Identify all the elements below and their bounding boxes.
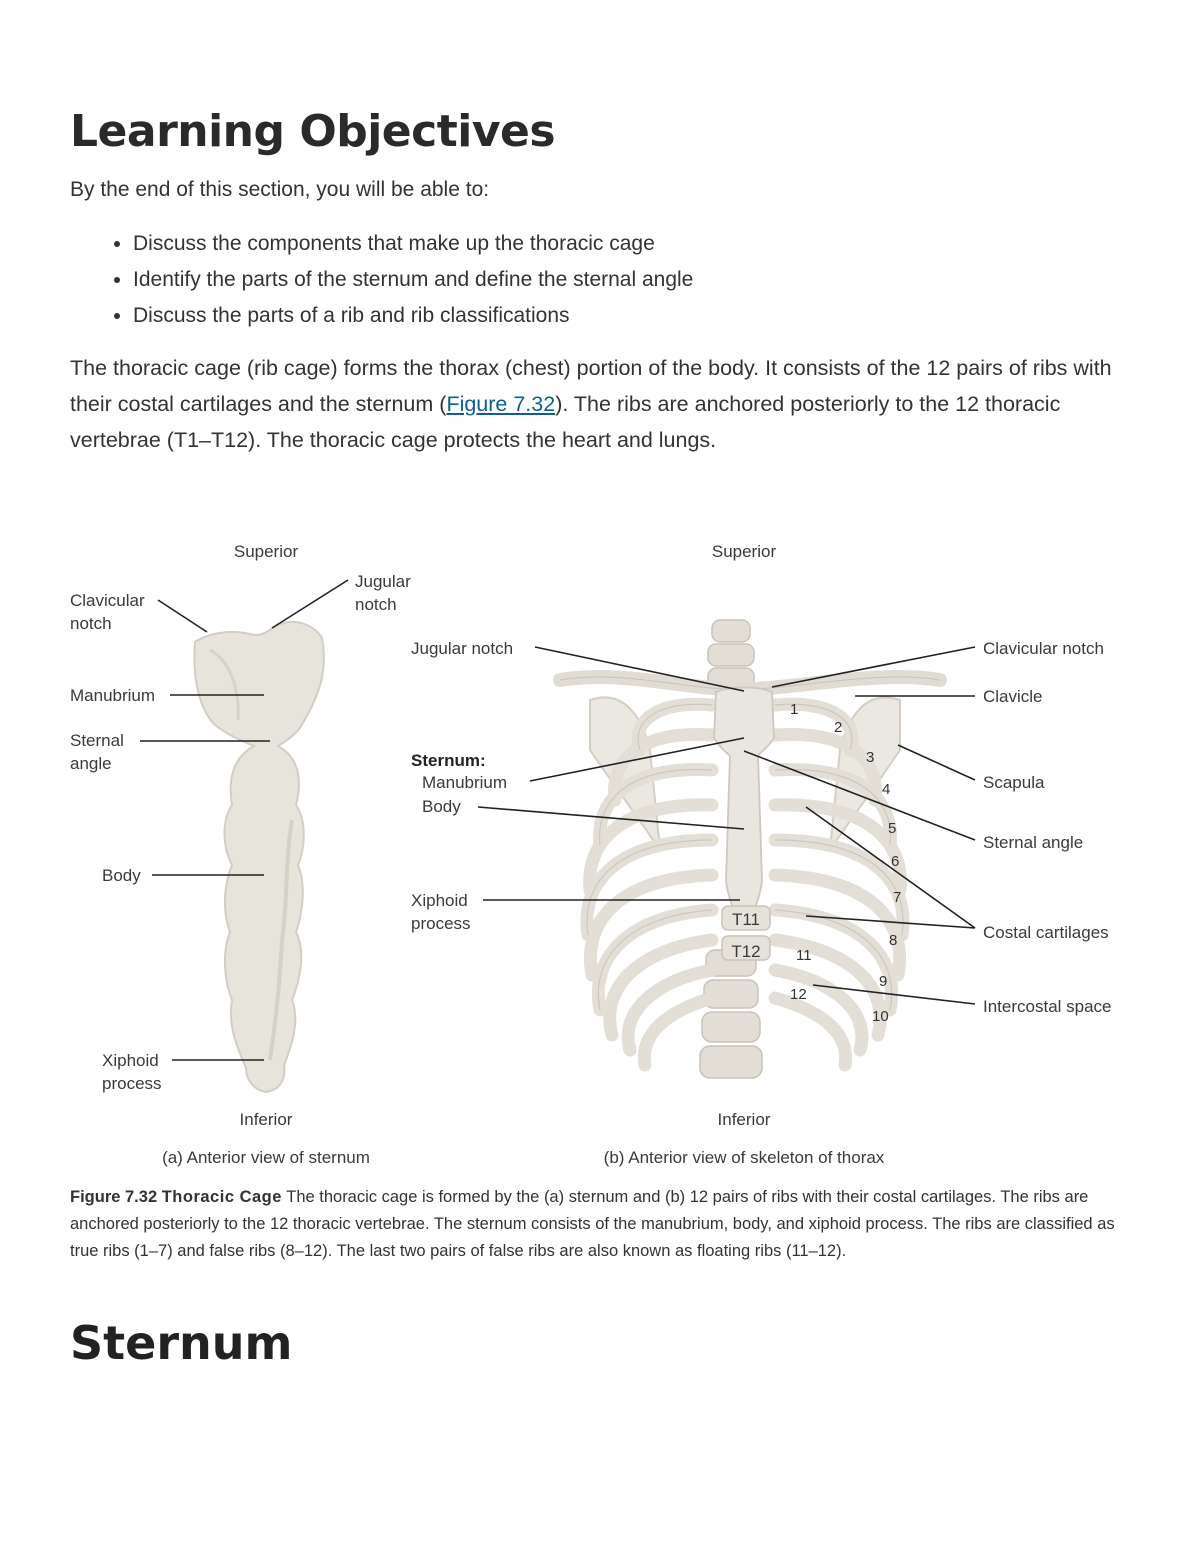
rib-number: 11: [796, 947, 812, 964]
list-item: • Discuss the components that make up the thoracic cage: [133, 226, 693, 262]
caption-a: (a) Anterior view of sternum: [162, 1148, 370, 1167]
rib-number: 3: [866, 749, 875, 766]
rib-number: 9: [879, 973, 888, 990]
sternal-angle-label-a: Sternal: [70, 731, 124, 750]
manubrium-label-a: Manubrium: [70, 686, 156, 705]
figure-number: Figure 7.32: [70, 1188, 158, 1206]
figure-illustration: [0, 520, 1200, 1180]
list-item: • Discuss the parts of a rib and rib classifications: [133, 298, 693, 334]
figure-title: Thoracic Cage: [161, 1188, 282, 1206]
sternum-heading: Sternum: [70, 1316, 293, 1370]
xiphoid-label-b: Xiphoid: [411, 891, 468, 910]
paragraph-text-1: The thoracic cage (rib cage) forms the thorax (chest) portion of the body. It consists of the 12 pairs of ribs with their costal cartilages and the sternum (: [70, 356, 1112, 416]
xiphoid-label-a-2: process: [102, 1074, 162, 1093]
superior-label-a: Superior: [233, 542, 299, 561]
body-label-a: Body: [102, 866, 141, 885]
rib-number: 10: [872, 1008, 889, 1025]
intercostal-space-label: Intercostal space: [983, 997, 1112, 1016]
jugular-notch-label-a-2: notch: [355, 595, 397, 614]
clavicular-notch-label-a: Clavicular: [70, 591, 145, 610]
xiphoid-label-b-2: process: [411, 914, 471, 933]
clavicle-label: Clavicle: [983, 687, 1043, 706]
objectives-list: [70, 226, 693, 334]
rib-number: 5: [888, 820, 897, 837]
paragraph-text-2: ). The ribs are anchored posteriorly to the 12 thoracic vertebrae (T1–T12). The thoracic cage protects the heart and lungs.: [70, 392, 1061, 452]
rib-number: 4: [882, 781, 891, 798]
intro-text: By the end of this section, you will be able to:: [70, 178, 490, 201]
rib-number: 12: [790, 986, 807, 1003]
jugular-notch-label-b: Jugular notch: [411, 639, 514, 658]
sternum-shape: [194, 622, 324, 1092]
learning-objectives-heading: Learning Objectives: [70, 106, 556, 157]
figure-thoracic-cage: [0, 520, 1200, 1180]
rib-number: 1: [790, 701, 799, 718]
scapula-label: Scapula: [983, 773, 1045, 792]
t12-label: T12: [731, 942, 761, 961]
sternum-illustration: [194, 622, 324, 1092]
figure-caption-text: The thoracic cage is formed by the (a) sternum and (b) 12 pairs of ribs with their costal cartilages. The ribs are anchored posteriorly to the 12 thoracic vertebrae. The sternum consists of the manubrium, body, and xiphoid process. The ribs are classified as true ribs (1–7) and false ribs (8–12). The last two pairs of false ribs are also known as floating ribs (11–12).: [70, 1188, 1115, 1260]
costal-cartilages-label: Costal cartilages: [983, 923, 1109, 942]
jugular-notch-label-a: Jugular: [355, 572, 411, 591]
body-paragraph: [70, 350, 1135, 458]
xiphoid-label-a: Xiphoid: [102, 1051, 159, 1070]
sternal-angle-label-b: Sternal angle: [983, 833, 1084, 852]
sternal-angle-label-a-2: angle: [70, 754, 112, 773]
list-item: • Identify the parts of the sternum and define the sternal angle: [133, 262, 693, 298]
rib-number: 7: [893, 889, 902, 906]
t11-label: T11: [731, 910, 761, 929]
clavicular-notch-label-b: Clavicular notch: [983, 639, 1104, 658]
caption-b: (b) Anterior view of skeleton of thorax: [603, 1148, 885, 1167]
rib-number: 2: [834, 719, 843, 736]
figure-caption: [70, 1184, 1135, 1265]
rib-number: 6: [891, 853, 900, 870]
clavicular-notch-label-a-2: notch: [70, 614, 112, 633]
inferior-label-a: Inferior: [239, 1110, 293, 1129]
sternum-heading-label: Sternum:: [411, 751, 486, 770]
manubrium-label-b: Manubrium: [422, 773, 508, 792]
figure-link[interactable]: Figure 7.32: [446, 392, 556, 416]
rib-number: 8: [889, 932, 898, 949]
superior-label-b: Superior: [711, 542, 777, 561]
inferior-label-b: Inferior: [717, 1110, 771, 1129]
body-label-b: Body: [422, 797, 461, 816]
